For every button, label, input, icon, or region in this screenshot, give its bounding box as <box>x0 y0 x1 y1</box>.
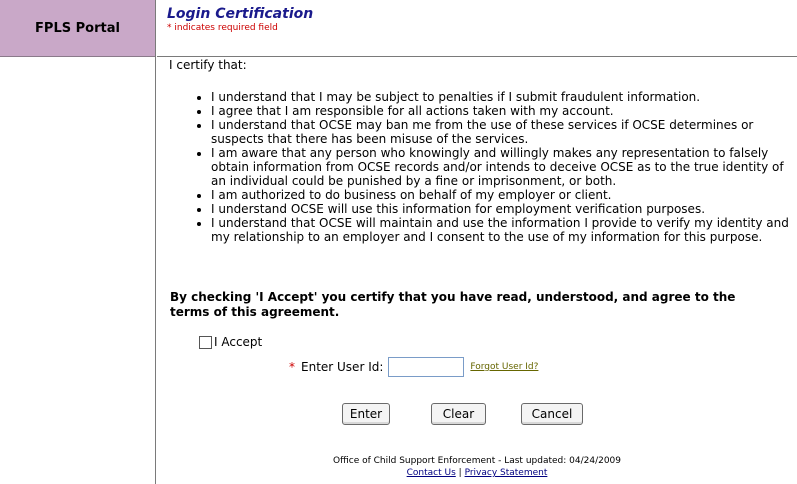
footer <box>157 456 797 478</box>
footer-text: Office of Child Support Enforcement - Last updated: 04/24/2009 <box>332 456 622 466</box>
userid-label: Enter User Id: <box>301 360 384 374</box>
sidebar <box>0 0 156 484</box>
list-item: • I understand that OCSE may ban me from the use of these services if OCSE determines or suspects that there has been misuse of the services. <box>211 118 791 146</box>
accept-label: I Accept <box>214 335 263 349</box>
certify-intro: I certify that: <box>169 58 247 72</box>
agreement-statement: By checking 'I Accept' you certify that you have read, understood, and agree to the terms of this agreement. <box>170 290 736 319</box>
list-item: • I understand that OCSE will maintain and use the information I provide to verify my identity and my relationship to an employer and I consent to the use of my information for this purpose. <box>211 216 791 244</box>
forgot-userid-link[interactable]: Forgot User Id? <box>470 362 539 372</box>
certification-list <box>193 90 791 244</box>
clear-button[interactable]: Clear <box>431 403 486 425</box>
page-title: Login Certification <box>167 6 314 22</box>
required-marker: * <box>289 360 295 374</box>
accept-checkbox[interactable] <box>199 336 212 349</box>
enter-button[interactable]: Enter <box>342 403 390 425</box>
userid-input[interactable] <box>388 357 464 377</box>
list-item: • I understand OCSE will use this information for employment verification purposes. <box>211 202 791 216</box>
main-content <box>157 0 797 484</box>
list-item: • I understand that I may be subject to penalties if I submit fraudulent information. <box>211 90 791 104</box>
required-field-note: * indicates required field <box>167 23 278 33</box>
contact-us-link[interactable]: Contact Us <box>406 468 456 478</box>
list-item: • I am aware that any person who knowingly and willingly makes any representation to falsely obtain information from OCSE records and/or intends to deceive OCSE as to the true identity of an individual could be punished by a fine or imprisonment, or both. <box>211 146 791 188</box>
list-item: • I am authorized to do business on behalf of my employer or client. <box>211 188 791 202</box>
footer-links <box>157 468 797 478</box>
accept-checkbox-row[interactable] <box>199 335 262 349</box>
portal-title: FPLS Portal <box>0 0 155 57</box>
footer-separator: | <box>458 468 462 478</box>
cancel-button[interactable]: Cancel <box>521 403 583 425</box>
privacy-statement-link[interactable]: Privacy Statement <box>464 468 548 478</box>
header-divider <box>157 56 797 57</box>
userid-row <box>289 357 538 377</box>
list-item: • I agree that I am responsible for all actions taken with my account. <box>211 104 791 118</box>
